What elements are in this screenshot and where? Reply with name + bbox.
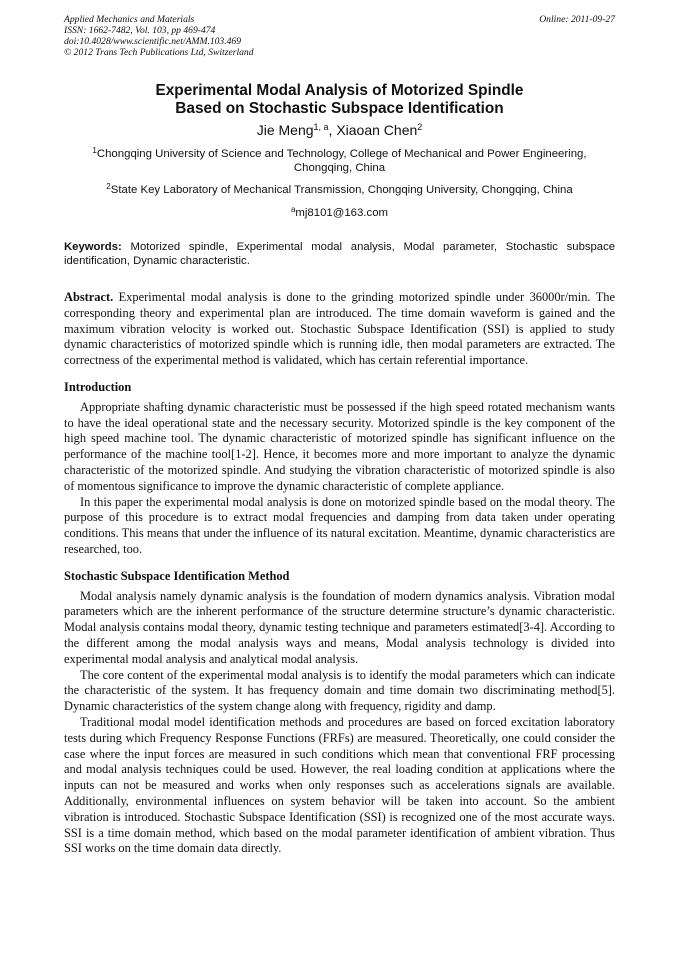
author-2-name: Xiaoan Chen (336, 122, 418, 138)
body-paragraph: Traditional modal model identification methods and procedures are based on forced excitation laboratory tests during which Frequency Response Functions (FRFs) are measured. Theoretically, one could consider the case where the input forces are measured in such conditions which mean that conventional FRF processing and modal analysis techniques could be used. However, the real loading condition at applications where the inputs can not be measured and works when only responses such as accelerations signals are available. Additionally, environmental influences on system behavior will be taken into account. So the ambient vibration is introduced. Stochastic Subspace Identification (SSI) is recognized one of the most accurate ways. SSI is a time domain method, which based on the modal parameter identification of ambient vibration. Thus SSI works on the time domain data directly. (64, 714, 615, 856)
affiliation-2 (64, 183, 615, 197)
body-paragraph: The core content of the experimental modal analysis is to identify the modal parameters which can indicate the characteristic of the system. It has frequency domain and time domain two discriminating method[5]. Dynamic characteristics of the system change along with frequency, rigidity and damp. (64, 667, 615, 714)
online-date: Online: 2011-09-27 (539, 14, 615, 25)
section-heading: Stochastic Subspace Identification Method (64, 568, 290, 583)
affiliation-1-text: Chongqing University of Science and Technology, College of Mechanical and Power Engineering, Chongqing, China (96, 148, 587, 174)
author-1-name: Jie Meng (256, 122, 314, 138)
author-1-sup: 1, a (313, 122, 329, 132)
abstract-text: Experimental modal analysis is done to the grinding motorized spindle under 36000r/min. The corresponding theory and experimental plan are introduced. The time domain waveform is gained and the maximum vibration velocity is worked out. Stochastic Subspace Identification (SSI) is applied to study dynamic characteristics of motorized spindle which is running idle, then modal parameters are extracted. The correctness of the experimental method is validated, which has certain referential importance. (64, 290, 615, 368)
keywords-text: Motorized spindle, Experimental modal analysis, Modal parameter, Stochastic subspace identification, Dynamic characteristic. (64, 241, 616, 267)
author-separator: , (328, 122, 333, 138)
title-line-2: Based on Stochastic Subspace Identification (175, 100, 504, 117)
paper-page (64, 14, 615, 857)
section-heading: Introduction (64, 379, 132, 394)
body-paragraph: In this paper the experimental modal analysis is done on motorized spindle based on the modal theory. The purpose of this procedure is to extract modal frequencies and damping from data taken under operating conditions. This means that under the influence of its natural excitation. Meantime, dynamic characteristics are researched, too. (64, 494, 615, 556)
copyright-line: © 2012 Trans Tech Publications Ltd, Switzerland (64, 47, 254, 58)
journal-name: Applied Mechanics and Materials (64, 14, 195, 25)
paper-title (64, 82, 615, 118)
section-ssi-method (64, 569, 615, 857)
email-sup: a (290, 205, 296, 214)
affiliation-1 (64, 147, 615, 175)
author-2-sup: 2 (417, 122, 423, 132)
body-paragraph: Modal analysis namely dynamic analysis is the foundation of modern dynamics analysis. Vibration modal parameters which are the inherent performance of the structure determine structure’s dynamic characteristic. Modal analysis contains modal theory, dynamic testing technique and parameters estimated[3-4]. According to the different among the modal analysis ways and means, Modal analysis technology is divided into experimental modal analysis and analytical modal analysis. (64, 588, 615, 666)
abstract-label: Abstract. (64, 290, 114, 304)
section-introduction (64, 380, 615, 558)
title-line-1: Experimental Modal Analysis of Motorized Spindle (155, 82, 524, 99)
affiliation-1-sup: 1 (92, 146, 97, 155)
affiliation-2-sup: 2 (106, 182, 111, 191)
issn-line: ISSN: 1662-7482, Vol. 103, pp 469-474 (64, 25, 216, 36)
author-email (64, 206, 615, 220)
affiliation-2-text: State Key Laboratory of Mechanical Transmission, Chongqing University, Chongqing, China (110, 184, 573, 196)
abstract-block (64, 290, 615, 369)
author-list (64, 122, 615, 139)
journal-header (64, 14, 615, 64)
doi-line: doi:10.4028/www.scientific.net/AMM.103.469 (64, 36, 242, 47)
body-paragraph: Appropriate shafting dynamic characteristic must be possessed if the high speed rotated mechanism wants to have the ideal operational state and the necessary security. Motorized spindle is the key component of the high speed machine tool. The dynamic characteristic of motorized spindle has significant influence on the performance of the machine tool[1-2]. Hence, it becomes more and more important to analyze the dynamic characteristic of the motorized spindle. And studying the vibration characteristic of motorized spindle is also of momentous significance to improve the dynamic characteristic of complete appliance. (64, 399, 615, 493)
email-text: mj8101@163.com (295, 207, 389, 219)
keywords-block (64, 240, 615, 268)
keywords-label: Keywords: (64, 241, 122, 253)
